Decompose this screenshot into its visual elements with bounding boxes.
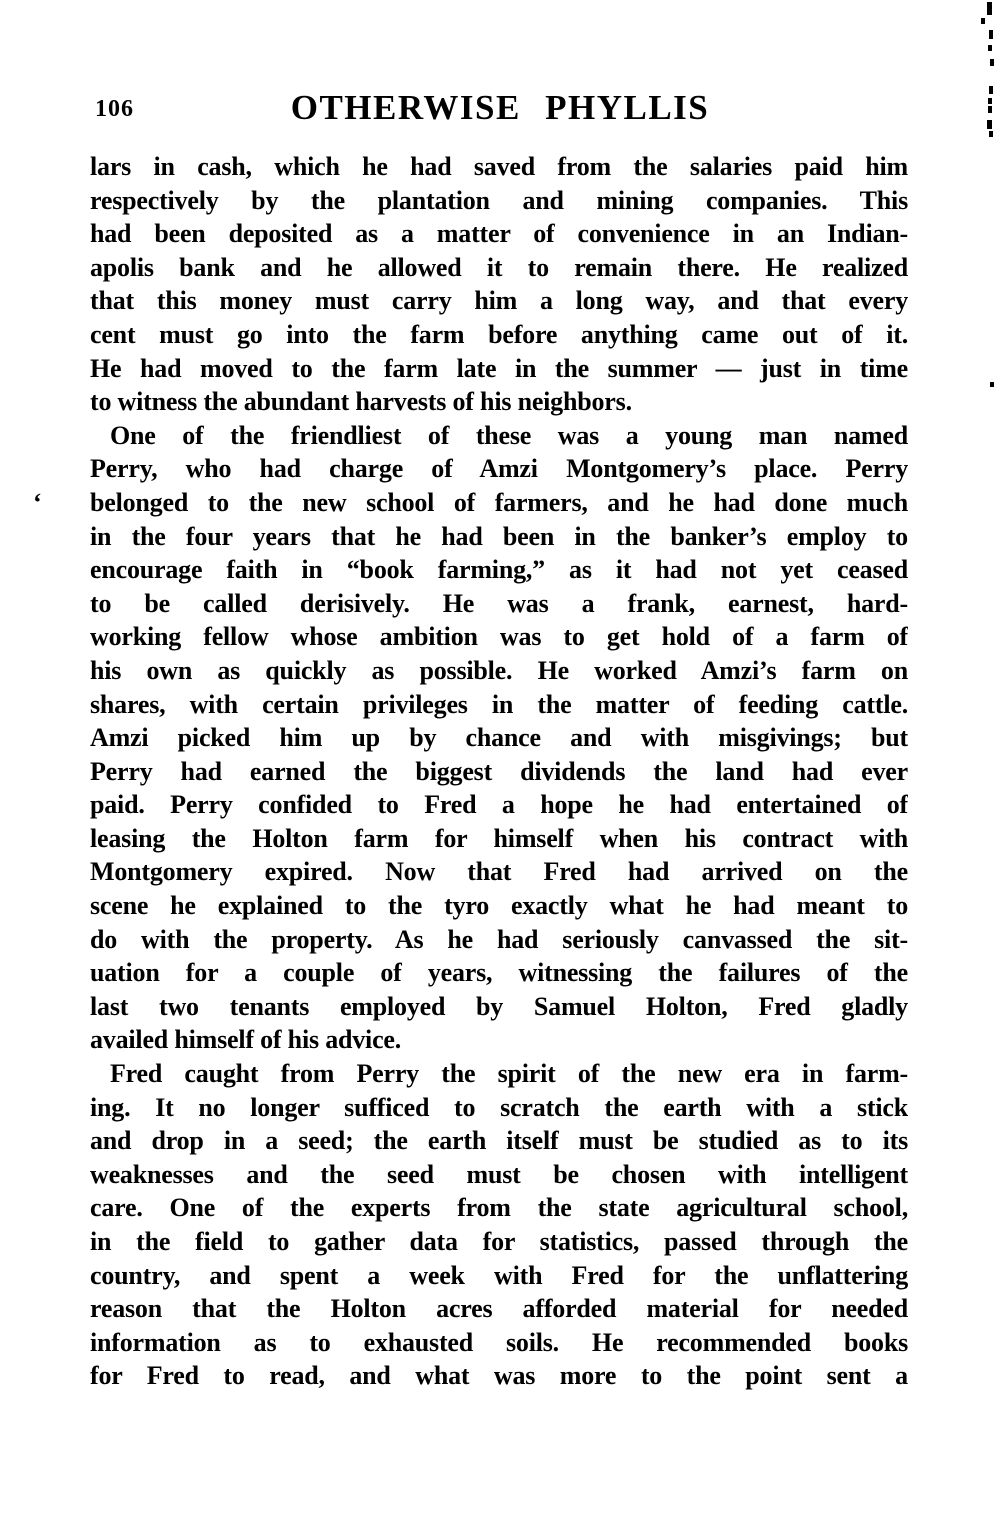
text-line: reason that the Holton acres afforded material for needed bbox=[90, 1294, 908, 1324]
scan-speck bbox=[988, 45, 992, 51]
text-line: had been deposited as a matter of convenience in an Indian- bbox=[90, 219, 908, 249]
text-line: shares, with certain privileges in the matter of feeding cattle. bbox=[90, 689, 908, 719]
text-line: Montgomery expired. Now that Fred had arrived on the bbox=[90, 857, 908, 887]
scan-speck bbox=[987, 120, 992, 129]
scan-speck bbox=[990, 382, 994, 387]
page-body bbox=[90, 150, 908, 1393]
scan-speck bbox=[988, 106, 992, 113]
text-line: Perry, who had charge of Amzi Montgomery’s place. Perry bbox=[90, 454, 908, 484]
text-line: Amzi picked him up by chance and with misgivings; but bbox=[90, 723, 908, 753]
page-header bbox=[0, 88, 1000, 128]
text-line: belonged to the new school of farmers, and he had done much bbox=[90, 487, 908, 517]
scan-speck bbox=[989, 131, 993, 137]
text-line: do with the property. As he had seriously canvassed the sit- bbox=[90, 924, 908, 954]
scan-speck bbox=[987, 2, 992, 15]
text-line: country, and spent a week with Fred for the unflattering bbox=[90, 1260, 908, 1290]
text-line: leasing the Holton farm for himself when his contract with bbox=[90, 823, 908, 853]
text-line: information as to exhausted soils. He recommended books bbox=[90, 1327, 908, 1357]
text-line: and drop in a seed; the earth itself must be studied as to its bbox=[90, 1126, 908, 1156]
scan-speck bbox=[981, 18, 985, 24]
text-line: encourage faith in “book farming,” as it had not yet ceased bbox=[90, 555, 908, 585]
margin-scan-mark: ‘ bbox=[33, 488, 42, 517]
text-line: to witness the abundant harvests of his neighbors. bbox=[90, 387, 632, 417]
text-line: availed himself of his advice. bbox=[90, 1025, 402, 1055]
text-line: that this money must carry him a long way, and that every bbox=[90, 286, 908, 316]
text-line: lars in cash, which he had saved from the salaries paid him bbox=[90, 152, 908, 181]
text-line: uation for a couple of years, witnessing the failures of the bbox=[90, 958, 908, 988]
text-line: apolis bank and he allowed it to remain there. He realized bbox=[90, 252, 908, 282]
scan-speck bbox=[989, 86, 993, 94]
text-line: care. One of the experts from the state agricultural school, bbox=[90, 1193, 908, 1223]
text-line: He had moved to the farm late in the summer — just in time bbox=[90, 353, 908, 383]
text-line: ing. It no longer sufficed to scratch the earth with a stick bbox=[90, 1092, 908, 1122]
scan-speck bbox=[989, 30, 993, 39]
text-line: respectively by the plantation and mining companies. This bbox=[90, 185, 908, 215]
text-line: in the four years that he had been in the banker’s employ to bbox=[90, 521, 908, 551]
text-line: to be called derisively. He was a frank, earnest, hard- bbox=[90, 588, 908, 618]
scan-speck bbox=[988, 98, 992, 104]
text-line: Fred caught from Perry the spirit of the new era in farm- bbox=[110, 1059, 908, 1089]
text-line: last two tenants employed by Samuel Holton, Fred gladly bbox=[90, 991, 908, 1021]
text-line: Perry had earned the biggest dividends the land had ever bbox=[90, 756, 908, 786]
page-number: 106 bbox=[95, 96, 134, 122]
running-title: OTHERWISE PHYLLIS bbox=[290, 88, 710, 127]
text-line: in the field to gather data for statistics, passed through the bbox=[90, 1227, 908, 1256]
text-line: paid. Perry confided to Fred a hope he had entertained of bbox=[90, 790, 908, 820]
scan-speck bbox=[990, 59, 994, 66]
text-line: scene he explained to the tyro exactly what he had meant to bbox=[90, 891, 908, 921]
text-line: working fellow whose ambition was to get hold of a farm of bbox=[90, 622, 908, 652]
text-line: weaknesses and the seed must be chosen with intelligent bbox=[90, 1159, 908, 1189]
text-line: cent must go into the farm before anything came out of it. bbox=[90, 319, 908, 349]
text-line: One of the friendliest of these was a young man named bbox=[110, 420, 908, 450]
text-line: for Fred to read, and what was more to the point sent a bbox=[90, 1361, 908, 1391]
text-line: his own as quickly as possible. He worked Amzi’s farm on bbox=[90, 655, 908, 685]
